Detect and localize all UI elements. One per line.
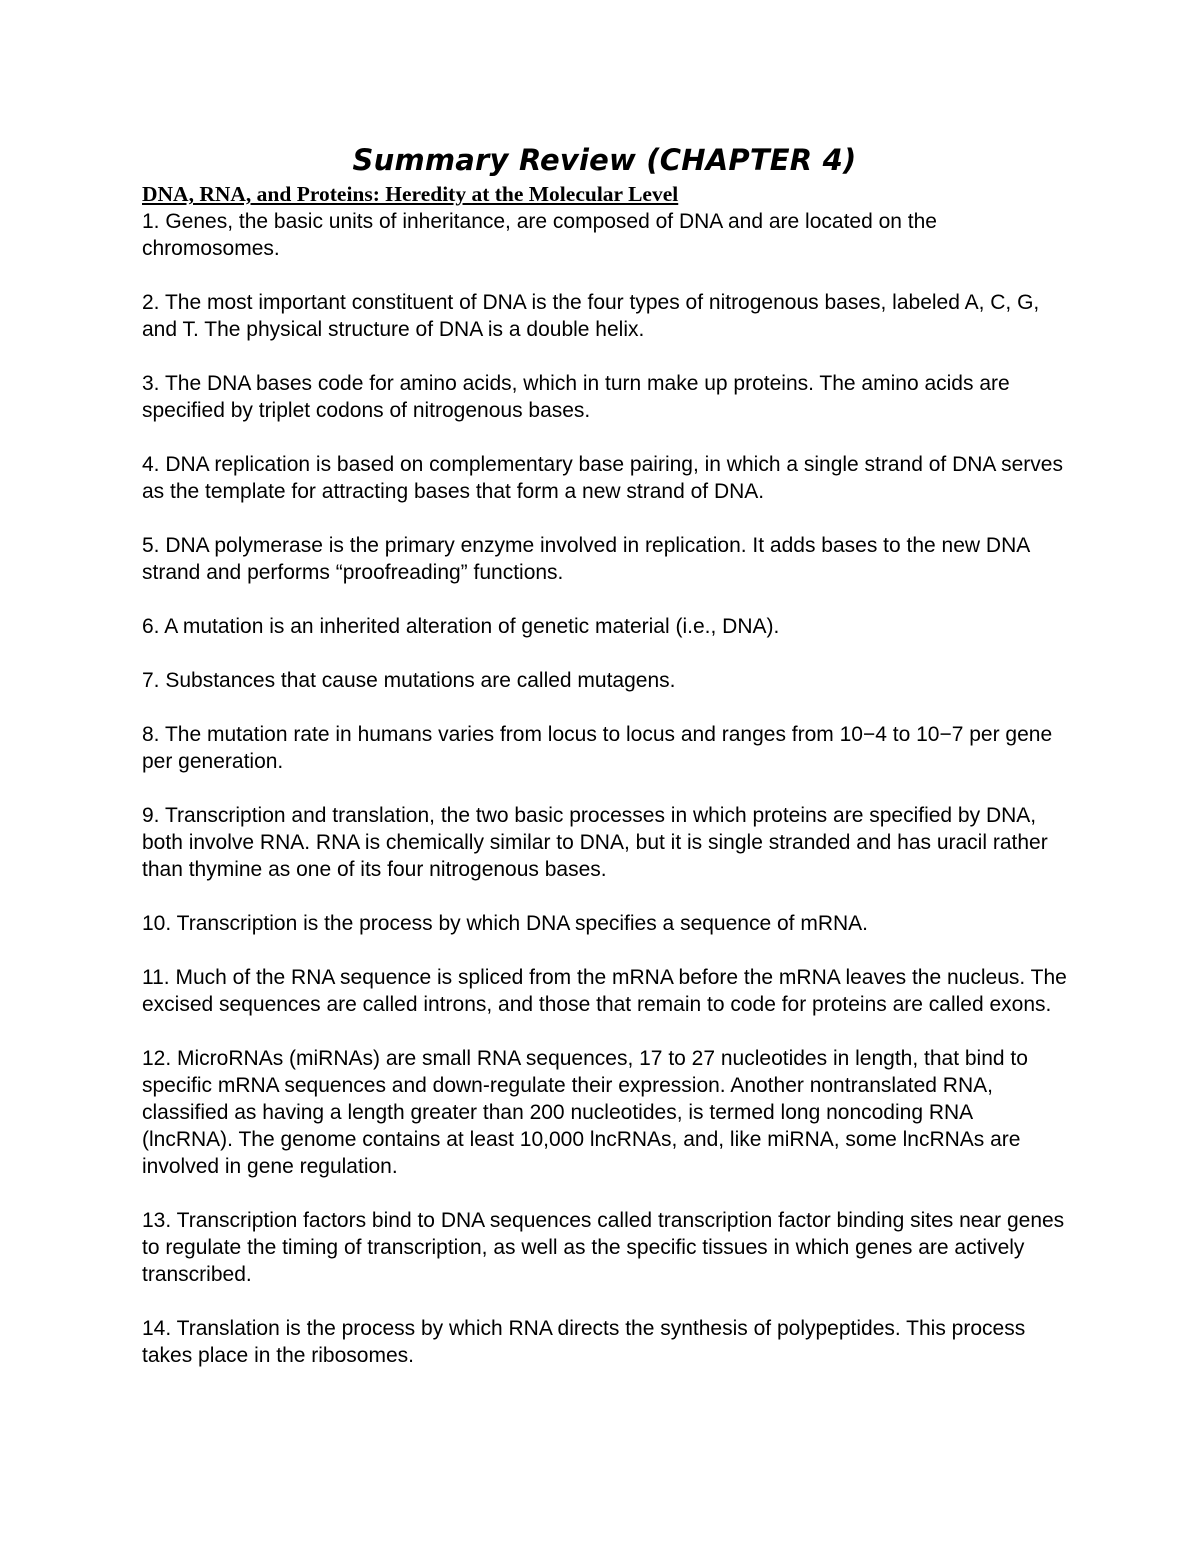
summary-item: 9. Transcription and translation, the two basic processes in which proteins are specified by DNA, both involve RNA. RNA is chemically similar to DNA, but it is single stranded and has uracil rather than thymine as one of its four nitrogenous bases. bbox=[142, 804, 1048, 881]
summary-item: 4. DNA replication is based on complementary base pairing, in which a single strand of DNA serves as the template for attracting bases that form a new strand of DNA. bbox=[142, 453, 1063, 503]
document-title: Summary Review (CHAPTER 4) bbox=[352, 143, 857, 177]
summary-item: 11. Much of the RNA sequence is spliced from the mRNA before the mRNA leaves the nucleus. The excised sequences are called introns, and those that remain to code for proteins are called exons. bbox=[142, 966, 1067, 1016]
summary-item: 14. Translation is the process by which RNA directs the synthesis of polypeptides. This process takes place in the ribosomes. bbox=[142, 1317, 1026, 1367]
summary-item: 2. The most important constituent of DNA is the four types of nitrogenous bases, labeled A, C, G, and T. The physical structure of DNA is a double helix. bbox=[142, 291, 1040, 341]
summary-item: 1. Genes, the basic units of inheritance, are composed of DNA and are located on the chromosomes. bbox=[142, 210, 937, 260]
summary-item: 5. DNA polymerase is the primary enzyme involved in replication. It adds bases to the new DNA strand and performs “proofreading” functions. bbox=[142, 534, 1030, 584]
document-subtitle: DNA, RNA, and Proteins: Heredity at the Molecular Level bbox=[142, 182, 679, 206]
document-body bbox=[142, 141, 1067, 1396]
summary-item: 7. Substances that cause mutations are called mutagens. bbox=[142, 669, 676, 692]
summary-item: 3. The DNA bases code for amino acids, which in turn make up proteins. The amino acids are specified by triplet codons of nitrogenous bases. bbox=[142, 372, 1010, 422]
summary-item: 6. A mutation is an inherited alteration of genetic material (i.e., DNA). bbox=[142, 615, 780, 638]
summary-item: 8. The mutation rate in humans varies from locus to locus and ranges from 10−4 to 10−7 per gene per generation. bbox=[142, 723, 1053, 773]
summary-list bbox=[142, 208, 1067, 1369]
summary-item: 10. Transcription is the process by which DNA specifies a sequence of mRNA. bbox=[142, 912, 868, 935]
summary-item: 12. MicroRNAs (miRNAs) are small RNA sequences, 17 to 27 nucleotides in length, that bind to specific mRNA sequences and down-regulate their expression. Another nontranslated RNA, classified as having a length greater than 200 nucleotides, is termed long noncoding RNA (lncRNA). The genome contains at least 10,000 lncRNAs, and, like miRNA, some lncRNAs are involved in gene regulation. bbox=[142, 1047, 1028, 1178]
summary-item: 13. Transcription factors bind to DNA sequences called transcription factor binding sites near genes to regulate the timing of transcription, as well as the specific tissues in which genes are actively transcribed. bbox=[142, 1209, 1065, 1286]
